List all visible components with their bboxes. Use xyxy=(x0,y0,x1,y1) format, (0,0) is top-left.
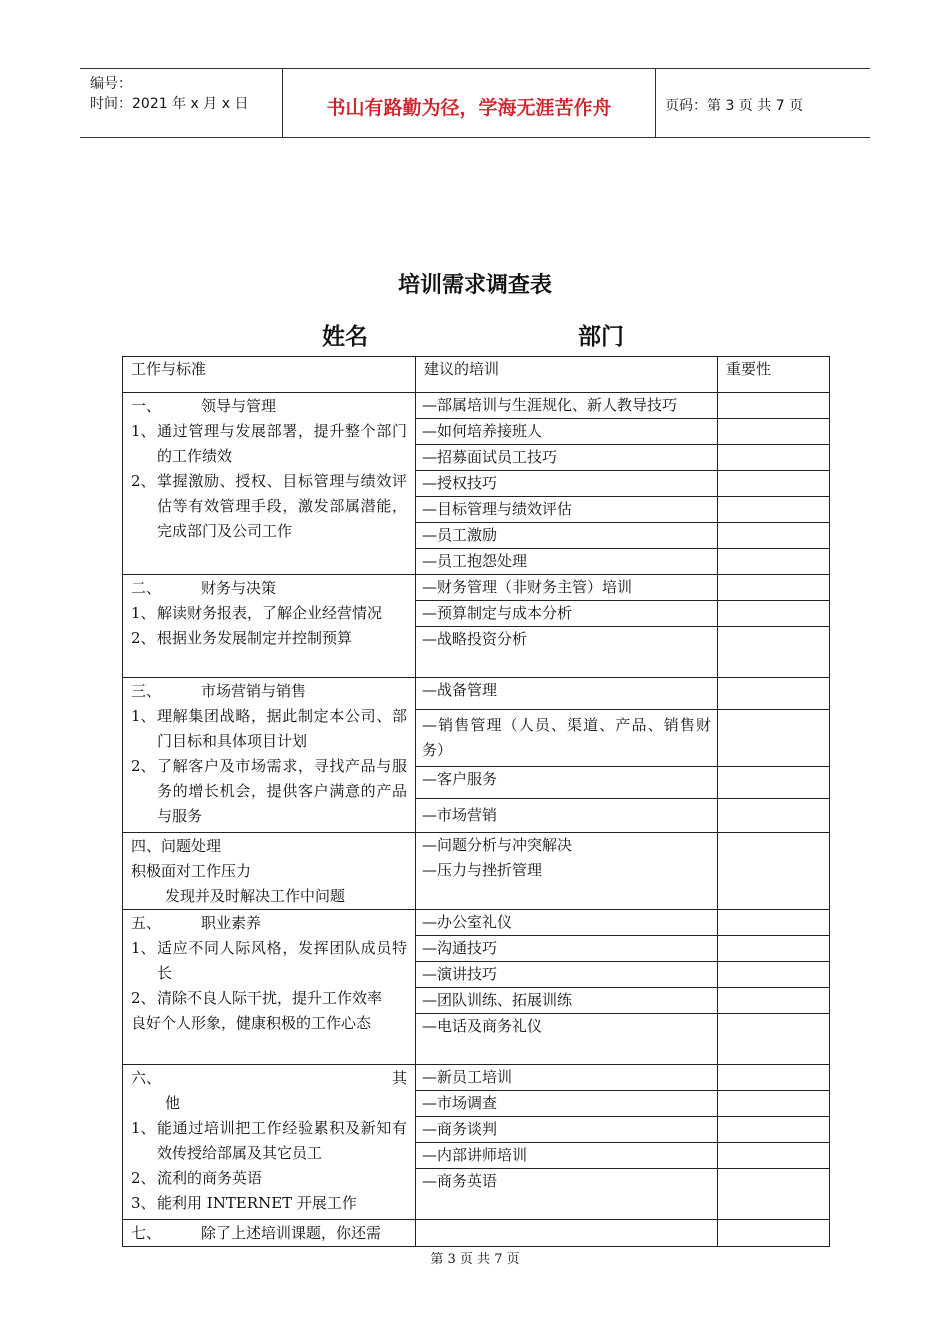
training-cell: —沟通技巧 xyxy=(416,936,718,962)
training-cell: —内部讲师培训 xyxy=(416,1143,718,1169)
importance-cell[interactable] xyxy=(718,575,830,601)
name-label: 姓名 xyxy=(322,324,368,350)
importance-cell[interactable] xyxy=(718,523,830,549)
section-heading: 领导与管理 xyxy=(201,397,277,415)
table-row xyxy=(123,833,830,910)
training-cell: —预算制定与成本分析 xyxy=(416,601,718,627)
item-text: 清除不良人际干扰，提升工作效率 xyxy=(157,989,383,1007)
section-6-requirements xyxy=(123,1065,416,1220)
table-row xyxy=(123,1220,830,1247)
table-header-row xyxy=(123,357,830,393)
importance-cell[interactable] xyxy=(718,767,830,799)
item-number: 2、 xyxy=(131,1169,156,1187)
importance-cell[interactable] xyxy=(718,393,830,419)
item-text: 良好个人形象，健康积极的工作心态 xyxy=(131,1014,372,1032)
item-text: 能利用 INTERNET 开展工作 xyxy=(157,1194,357,1212)
importance-cell[interactable] xyxy=(718,497,830,523)
importance-cell[interactable] xyxy=(718,833,830,910)
item-text: 能通过培训把工作经验累积及新知有效传授给部属及其它员工 xyxy=(157,1119,407,1162)
table-row xyxy=(123,678,830,710)
importance-cell[interactable] xyxy=(718,1091,830,1117)
importance-cell[interactable] xyxy=(718,710,830,767)
training-cell: —战备管理 xyxy=(416,678,718,710)
item-number: 3、 xyxy=(131,1194,156,1212)
training-cell: —目标管理与绩效评估 xyxy=(416,497,718,523)
section-number: 二、 xyxy=(131,579,162,597)
training-cell: —招募面试员工技巧 xyxy=(416,445,718,471)
importance-cell[interactable] xyxy=(718,1014,830,1065)
training-cell: —销售管理（人员、渠道、产品、销售财务） xyxy=(416,710,718,767)
time-label: 时间：2021 年 x 月 x 日 xyxy=(90,96,249,112)
importance-cell[interactable] xyxy=(718,419,830,445)
item-number: 2、 xyxy=(131,989,156,1007)
item-text: 了解客户及市场需求，寻找产品与服务的增长机会，提供客户满意的产品与服务 xyxy=(157,757,407,825)
importance-cell[interactable] xyxy=(718,988,830,1014)
importance-cell[interactable] xyxy=(718,601,830,627)
section-heading: 四、问题处理 xyxy=(131,837,222,855)
section-2-requirements xyxy=(123,575,416,678)
importance-cell[interactable] xyxy=(718,910,830,936)
training-cell: —商务英语 xyxy=(416,1169,718,1220)
section-5-requirements xyxy=(123,910,416,1065)
training-cell: —如何培养接班人 xyxy=(416,419,718,445)
importance-cell[interactable] xyxy=(718,471,830,497)
training-cell: —办公室礼仪 xyxy=(416,910,718,936)
item-text: 流利的商务英语 xyxy=(157,1169,263,1187)
training-cell: —新员工培训 xyxy=(416,1065,718,1091)
item-number: 2、 xyxy=(131,472,156,490)
item-number: 1、 xyxy=(131,707,156,725)
importance-cell[interactable] xyxy=(718,1065,830,1091)
page-header xyxy=(80,68,870,138)
importance-cell[interactable] xyxy=(718,962,830,988)
section-1-requirements xyxy=(123,393,416,575)
item-number: 1、 xyxy=(131,422,156,440)
importance-cell[interactable] xyxy=(718,1169,830,1220)
training-cell: —员工抱怨处理 xyxy=(416,549,718,575)
section-4-requirements xyxy=(123,833,416,910)
item-text: 解读财务报表，了解企业经营情况 xyxy=(157,604,383,622)
importance-cell[interactable] xyxy=(718,549,830,575)
table-row xyxy=(123,393,830,419)
item-number: 1、 xyxy=(131,939,156,957)
item-number: 2、 xyxy=(131,629,156,647)
section-number: 五、 xyxy=(131,914,162,932)
header-motto-cell xyxy=(282,69,656,137)
header-page-cell xyxy=(655,69,870,137)
item-text: 掌握激励、授权、目标管理与绩效评估等有效管理手段，激发部属潜能，完成部门及公司工作 xyxy=(157,472,407,540)
training-item: —压力与挫折管理 xyxy=(422,861,543,879)
table-row xyxy=(123,1065,830,1091)
item-text: 通过管理与发展部署，提升整个部门的工作绩效 xyxy=(157,422,407,465)
header-importance: 重要性 xyxy=(718,357,830,393)
training-cell: —团队训练、拓展训练 xyxy=(416,988,718,1014)
training-cell: —授权技巧 xyxy=(416,471,718,497)
item-number: 1、 xyxy=(131,604,156,622)
training-cell: —财务管理（非财务主管）培训 xyxy=(416,575,718,601)
importance-cell[interactable] xyxy=(718,1220,830,1247)
item-text: 理解集团战略，据此制定本公司、部门目标和具体项目计划 xyxy=(157,707,407,750)
section-heading: 财务与决策 xyxy=(201,579,277,597)
section-number: 七、 xyxy=(131,1224,162,1242)
importance-cell[interactable] xyxy=(718,445,830,471)
training-cell: —演讲技巧 xyxy=(416,962,718,988)
training-cell: —客户服务 xyxy=(416,767,718,799)
training-cell xyxy=(416,833,718,910)
importance-cell[interactable] xyxy=(718,936,830,962)
item-text: 根据业务发展制定并控制预算 xyxy=(157,629,353,647)
importance-cell[interactable] xyxy=(718,1117,830,1143)
section-heading: 市场营销与销售 xyxy=(201,682,307,700)
item-text: 积极面对工作压力 xyxy=(131,862,252,880)
section-7-requirements xyxy=(123,1220,416,1247)
serial-label: 编号： xyxy=(90,76,132,92)
item-text: 适应不同人际风格，发挥团队成员特长 xyxy=(157,939,407,982)
training-cell xyxy=(416,1220,718,1247)
training-cell: —员工激励 xyxy=(416,523,718,549)
motto: 书山有路勤为径，学海无涯苦作舟 xyxy=(326,97,612,119)
item-text: 发现并及时解决工作中问题 xyxy=(165,887,346,905)
training-cell: —市场调查 xyxy=(416,1091,718,1117)
item-number: 1、 xyxy=(131,1119,156,1137)
training-cell: —商务谈判 xyxy=(416,1117,718,1143)
page-footer: 第 3 页 共 7 页 xyxy=(430,1252,520,1267)
training-cell: —电话及商务礼仪 xyxy=(416,1014,718,1065)
item-number: 2、 xyxy=(131,757,156,775)
section-heading: 其 xyxy=(391,1069,407,1087)
section-heading: 职业素养 xyxy=(201,914,262,932)
training-item: —问题分析与冲突解决 xyxy=(422,836,573,854)
section-number: 六、 xyxy=(131,1069,162,1087)
document-title: 培训需求调查表 xyxy=(397,273,552,298)
page-number-label: 页码：第 3 页 共 7 页 xyxy=(665,98,804,114)
importance-cell[interactable] xyxy=(718,678,830,710)
header-work-standard: 工作与标准 xyxy=(123,357,416,393)
importance-cell[interactable] xyxy=(718,799,830,833)
importance-cell[interactable] xyxy=(718,627,830,678)
table-row xyxy=(123,910,830,936)
header-suggested-training: 建议的培训 xyxy=(416,357,718,393)
section-number: 三、 xyxy=(131,682,162,700)
section-heading: 除了上述培训课题，你还需 xyxy=(201,1224,382,1242)
header-meta-cell xyxy=(80,69,282,137)
table-row xyxy=(123,575,830,601)
section-3-requirements xyxy=(123,678,416,833)
training-cell: —战略投资分析 xyxy=(416,627,718,678)
department-label: 部门 xyxy=(578,324,624,350)
section-number: 一、 xyxy=(131,397,162,415)
training-cell: —市场营销 xyxy=(416,799,718,833)
section-heading: 他 xyxy=(165,1094,181,1112)
training-needs-table xyxy=(122,356,830,1247)
training-cell: —部属培训与生涯规化、新人教导技巧 xyxy=(416,393,718,419)
importance-cell[interactable] xyxy=(718,1143,830,1169)
